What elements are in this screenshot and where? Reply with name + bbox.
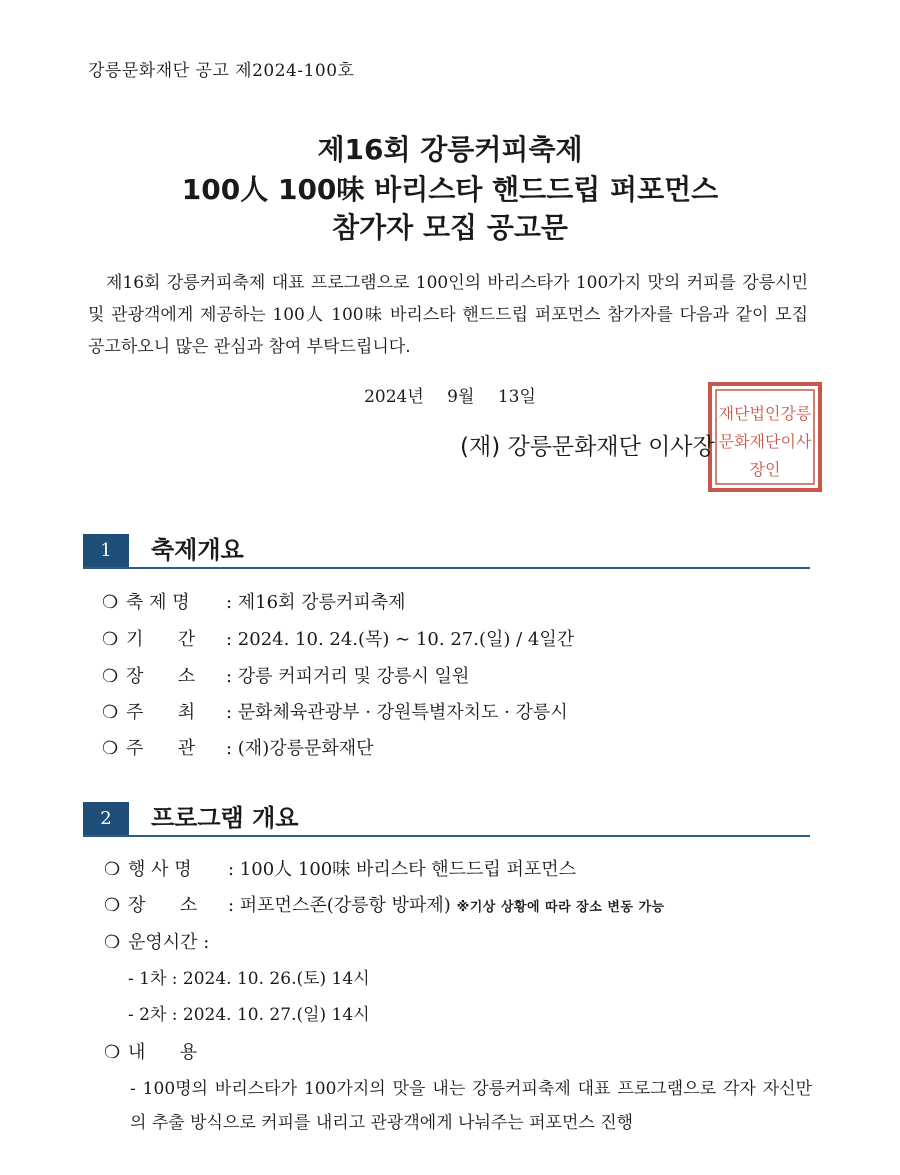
section-number: 2 [83,802,129,835]
section-number: 1 [83,534,129,567]
circle-bullet-icon: ❍ [104,932,121,953]
item-value: : 퍼포먼스존(강릉항 방파제) [228,895,451,916]
section-divider [83,835,810,837]
seal-text-1: 재단법인강릉 [718,404,812,423]
issuer-name: (재) 강릉문화재단 이사장 [460,434,715,460]
item-value: : 강릉 커피거리 및 강릉시 일원 [226,666,470,687]
circle-bullet-icon: ❍ [102,702,119,723]
list-item [102,588,406,614]
schedule-item-1: - 1차 : 2024. 10. 26.(토) 14시 [128,969,370,989]
list-item [102,698,568,724]
item-key: 행 사 명 [128,859,192,880]
circle-bullet-icon: ❍ [104,895,121,916]
list-item [102,625,574,651]
circle-bullet-icon: ❍ [102,592,119,613]
schedule-item-2: - 2차 : 2024. 10. 27.(일) 14시 [128,1005,370,1025]
circle-bullet-icon: ❍ [102,738,119,759]
item-key: 운영시간 [128,932,198,953]
list-item [102,662,469,688]
section-header-1 [83,534,810,568]
item-value: : (재)강릉문화재단 [226,738,374,759]
item-key: 축 제 명 [126,592,190,613]
item-key: 장 소 [128,895,198,916]
section-title: 축제개요 [151,536,244,564]
item-value: : [203,932,210,953]
content-description: - 100명의 바리스타가 100가지의 맛을 내는 강릉커피축제 대표 프로그램으로 각자 자신만의 추출 방식으로 커피를 내리고 관광객에게 나눠주는 퍼포먼스 진행 [130,1079,812,1133]
item-value: : 2024. 10. 24.(목) ∼ 10. 27.(일) / 4일간 [226,629,575,650]
circle-bullet-icon: ❍ [102,666,119,687]
item-key: 장 소 [126,666,196,687]
title-line-1: 제16회 강릉커피축제 [317,133,583,166]
intro-paragraph: 제16회 강릉커피축제 대표 프로그램으로 100인의 바리스타가 100가지 맛의 커피를 강릉시민 및 관광객에게 제공하는 100人 100味 바리스타 핸드드립 퍼포먼스 참가자를 다음과 같이 모집 공고하오니 많은 관심과 참여 부탁드립니다. [88,273,808,357]
seal-text-2: 문화재단이사 [718,432,812,451]
list-item [102,734,374,760]
item-key: 내 용 [128,1042,198,1063]
list-item [104,928,209,954]
title-line-2: 100人 100味 바리스타 핸드드립 퍼포먼스 [181,173,719,206]
location-note: ※기상 상황에 따라 장소 변동 가능 [456,900,665,915]
list-item [104,891,665,917]
list-item [104,855,576,881]
notice-number: 강릉문화재단 공고 제2024-100호 [88,61,355,81]
item-key: 주 관 [126,738,196,759]
circle-bullet-icon: ❍ [102,629,119,650]
seal-text-3: 장인 [749,460,781,479]
list-item [104,1038,228,1064]
item-value: : 100人 100味 바리스타 핸드드립 퍼포먼스 [228,859,577,880]
item-value: : 제16회 강릉커피축제 [226,592,406,613]
official-seal [707,381,823,493]
circle-bullet-icon: ❍ [104,1042,121,1063]
title-line-3: 참가자 모집 공고문 [332,211,568,244]
section-divider [83,567,810,569]
item-key: 주 최 [126,702,196,723]
item-key: 기 간 [126,629,196,650]
section-header-2 [83,802,810,836]
notice-date: 2024년 9월 13일 [364,387,536,407]
item-value: : 문화체육관광부 · 강원특별자치도 · 강릉시 [226,702,568,723]
section-title: 프로그램 개요 [151,804,299,832]
circle-bullet-icon: ❍ [104,859,121,880]
